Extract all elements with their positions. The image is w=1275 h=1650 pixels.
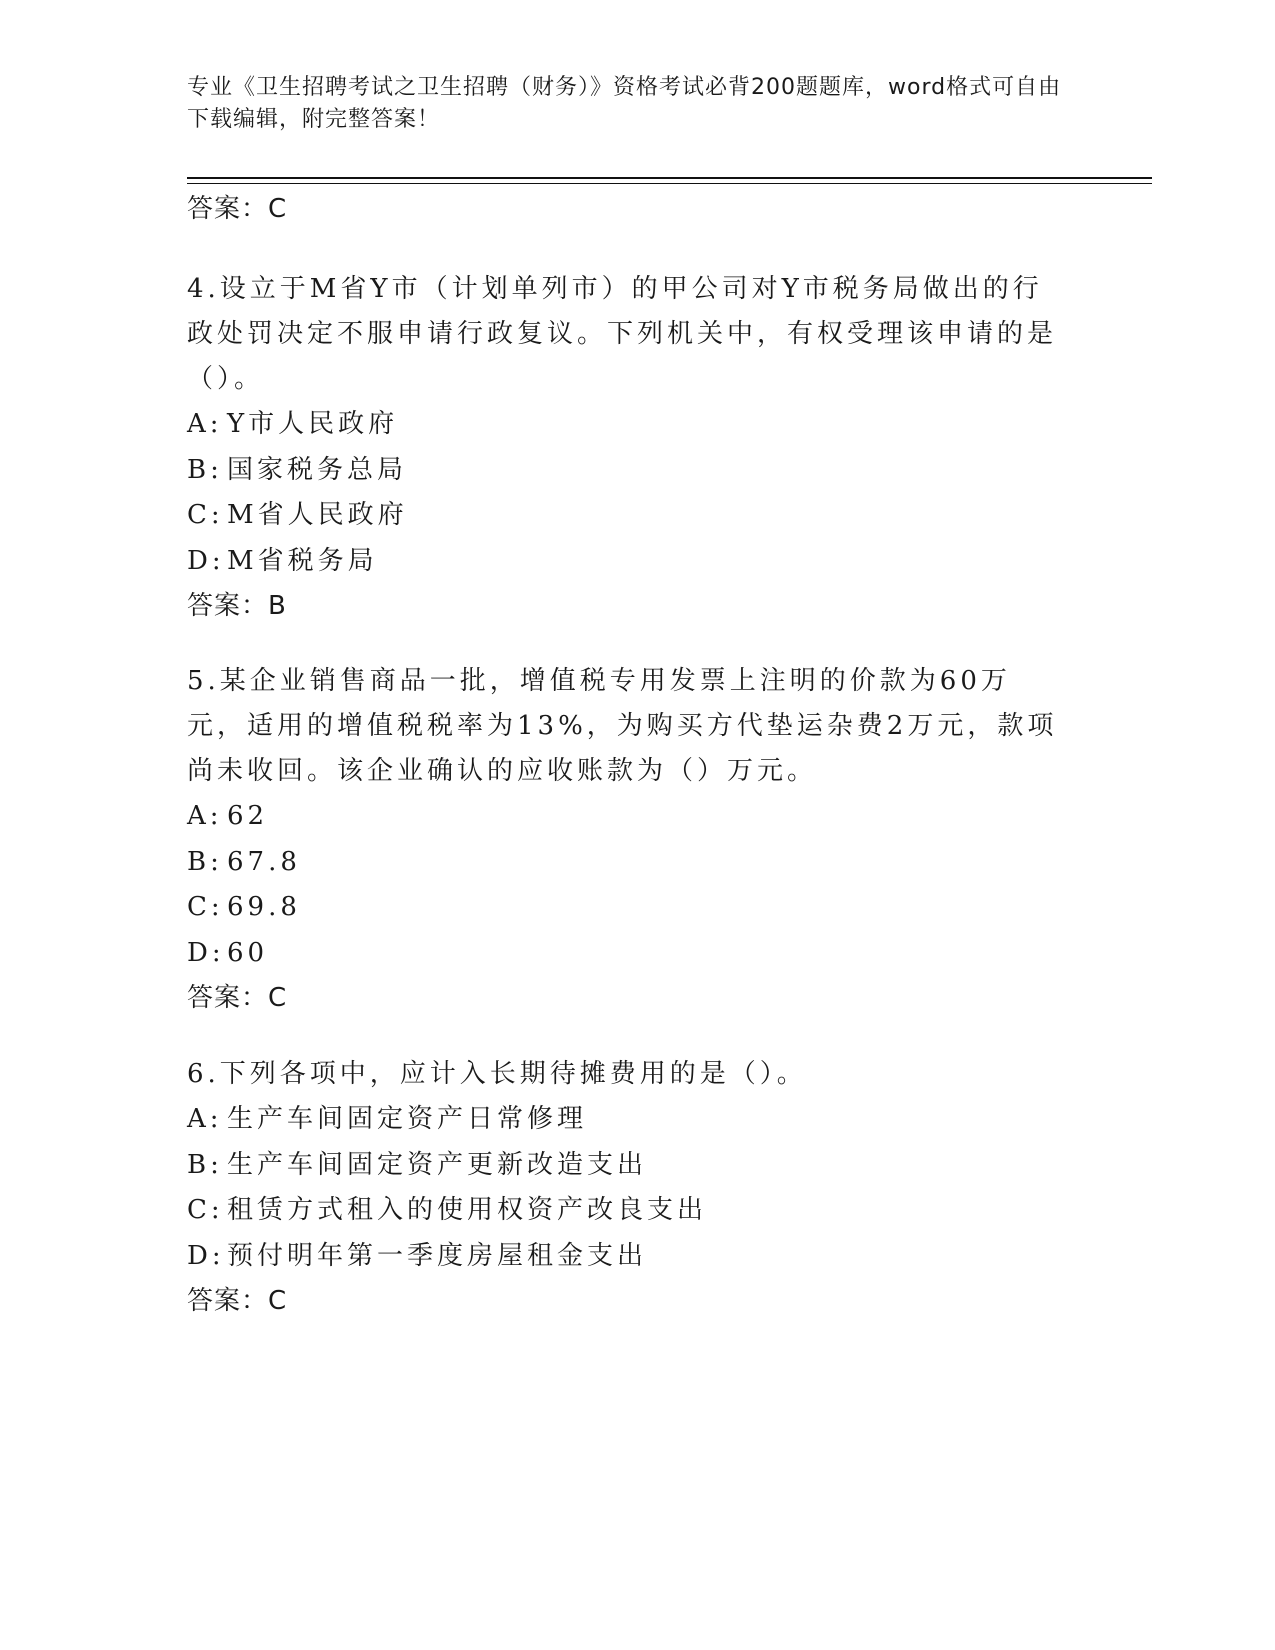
option-text: 60: [227, 937, 269, 968]
option-key: D:: [187, 937, 225, 968]
option-c: [187, 1188, 1067, 1234]
option-text: 国家税务总局: [227, 454, 408, 485]
option-key: A:: [187, 801, 223, 831]
question-stem: 4.设立于M省Y市（计划单列市）的甲公司对Y市税务局做出的行政处罚决定不服申请行政复议。下列机关中，有权受理该申请的是（）。: [187, 274, 1058, 394]
question-4: [187, 267, 1067, 628]
option-b: [187, 448, 1067, 494]
option-text: Y市人民政府: [227, 409, 399, 439]
header-rule-thick: [187, 177, 1152, 179]
option-key: C:: [187, 892, 224, 922]
previous-answer: 答案：C: [187, 194, 288, 224]
option-a: [187, 794, 1067, 840]
option-key: B:: [187, 454, 223, 485]
option-a: [187, 1097, 1067, 1143]
option-b: [187, 840, 1067, 886]
option-text: 62: [227, 801, 269, 831]
option-key: C:: [187, 1195, 224, 1225]
option-text: 69.8: [227, 892, 301, 922]
document-header: 专业《卫生招聘考试之卫生招聘（财务）》资格考试必背200题题库，word格式可自由下载编辑，附完整答案！: [187, 75, 1062, 132]
question-stem: 5.某企业销售商品一批，增值税专用发票上注明的价款为60万元，适用的增值税税率为13%，为购买方代垫运杂费2万元，款项尚未收回。该企业确认的应收账款为（）万元。: [187, 666, 1058, 786]
option-d: [187, 931, 1067, 977]
option-text: 67.8: [227, 846, 301, 877]
option-text: M省税务局: [227, 545, 378, 576]
option-text: 预付明年第一季度房屋租金支出: [227, 1240, 648, 1271]
question-5: [187, 659, 1067, 1020]
option-key: D:: [187, 545, 225, 576]
option-key: B:: [187, 1149, 223, 1180]
answer: 答案：B: [187, 591, 287, 621]
answer: 答案：C: [187, 1286, 288, 1316]
option-key: C:: [187, 500, 224, 530]
question-stem: 6.下列各项中，应计入长期待摊费用的是（）。: [187, 1059, 807, 1089]
option-text: M省人民政府: [227, 500, 408, 530]
option-key: B:: [187, 846, 223, 877]
option-d: [187, 1234, 1067, 1280]
option-key: A:: [187, 409, 223, 439]
option-text: 生产车间固定资产日常修理: [227, 1104, 588, 1134]
option-key: A:: [187, 1104, 223, 1134]
option-key: D:: [187, 1240, 225, 1271]
header-rule-thin: [187, 183, 1152, 184]
option-a: [187, 402, 1067, 448]
option-d: [187, 539, 1067, 585]
question-6: [187, 1052, 1067, 1323]
option-text: 租赁方式租入的使用权资产改良支出: [227, 1195, 708, 1225]
option-c: [187, 493, 1067, 539]
option-c: [187, 885, 1067, 931]
option-b: [187, 1143, 1067, 1189]
option-text: 生产车间固定资产更新改造支出: [227, 1149, 648, 1180]
answer: 答案：C: [187, 983, 288, 1013]
